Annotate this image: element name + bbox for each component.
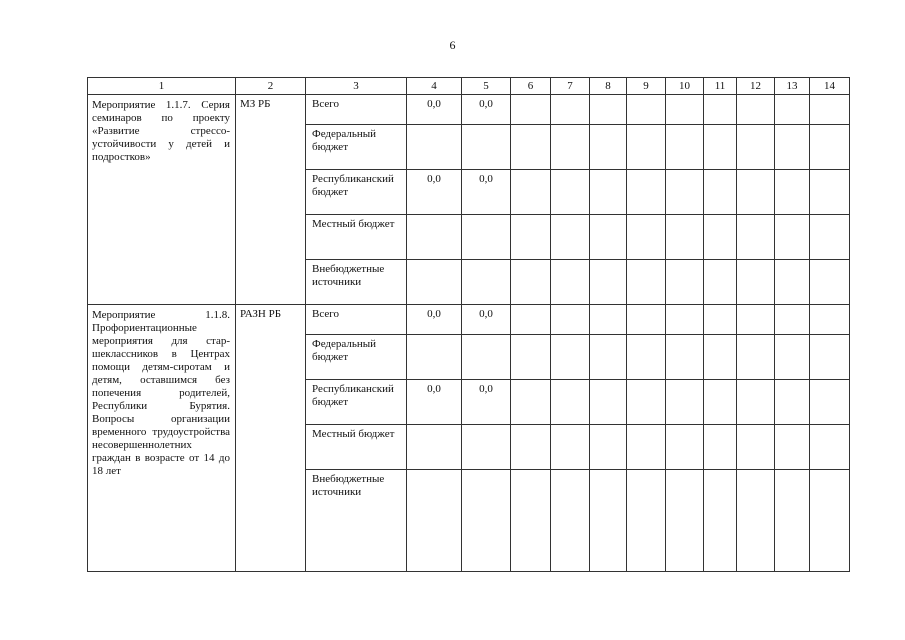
value-cell: 0,0 [407,305,462,335]
funding-source: Внебюджетные источники [306,470,407,572]
header-cell: 14 [810,78,850,95]
header-cell: 2 [236,78,306,95]
event-description: Мероприятие 1.1.8. Профориентационные мероприятия для старшеклассников в Центрах помощи детям-сиротам и детям, оставшимся без попечения родителей, Республики Бурятия. Вопросы организации временного трудоустройства несовершеннолетних граждан в возрасте от 14 до 18 лет [88,305,236,572]
value-cell: 0,0 [462,95,511,125]
header-cell: 3 [306,78,407,95]
event-description: Мероприятие 1.1.7. Серия семинаров по проекту «Развитие стрессоустойчивости у детей и подростков» [88,95,236,305]
funding-source: Всего [306,95,407,125]
funding-source: Местный бюджет [306,215,407,260]
header-row [88,78,850,95]
funding-source: Федеральный бюджет [306,335,407,380]
header-cell: 7 [551,78,590,95]
funding-source: Внебюджетные источники [306,260,407,305]
value-cell: 0,0 [462,305,511,335]
value-cell [407,260,462,305]
funding-source: Республиканский бюджет [306,170,407,215]
page-number: 6 [449,38,456,52]
header-cell: 11 [704,78,737,95]
header-cell: 10 [666,78,704,95]
value-cell: 0,0 [407,380,462,425]
header-cell: 5 [462,78,511,95]
value-cell [407,425,462,470]
value-cell: 0,0 [407,170,462,215]
value-cell [462,335,511,380]
header-cell: 1 [88,78,236,95]
value-cell [462,215,511,260]
header-cell: 13 [775,78,810,95]
funding-source: Всего [306,305,407,335]
event-executor: РАЗН РБ [236,305,306,572]
table-row [88,305,850,335]
value-cell: 0,0 [462,380,511,425]
budget-table [87,77,850,572]
value-cell [407,215,462,260]
funding-source: Местный бюджет [306,425,407,470]
header-cell: 6 [511,78,551,95]
value-cell [407,125,462,170]
header-cell: 4 [407,78,462,95]
value-cell [462,425,511,470]
header-cell: 9 [627,78,666,95]
header-cell: 8 [590,78,627,95]
header-cell: 12 [737,78,775,95]
value-cell [462,260,511,305]
value-cell [462,125,511,170]
event-executor: МЗ РБ [236,95,306,305]
funding-source: Федеральный бюджет [306,125,407,170]
value-cell [407,470,462,572]
funding-source: Республиканский бюджет [306,380,407,425]
value-cell [462,470,511,572]
value-cell [407,335,462,380]
table-row [88,95,850,125]
value-cell: 0,0 [462,170,511,215]
value-cell: 0,0 [407,95,462,125]
